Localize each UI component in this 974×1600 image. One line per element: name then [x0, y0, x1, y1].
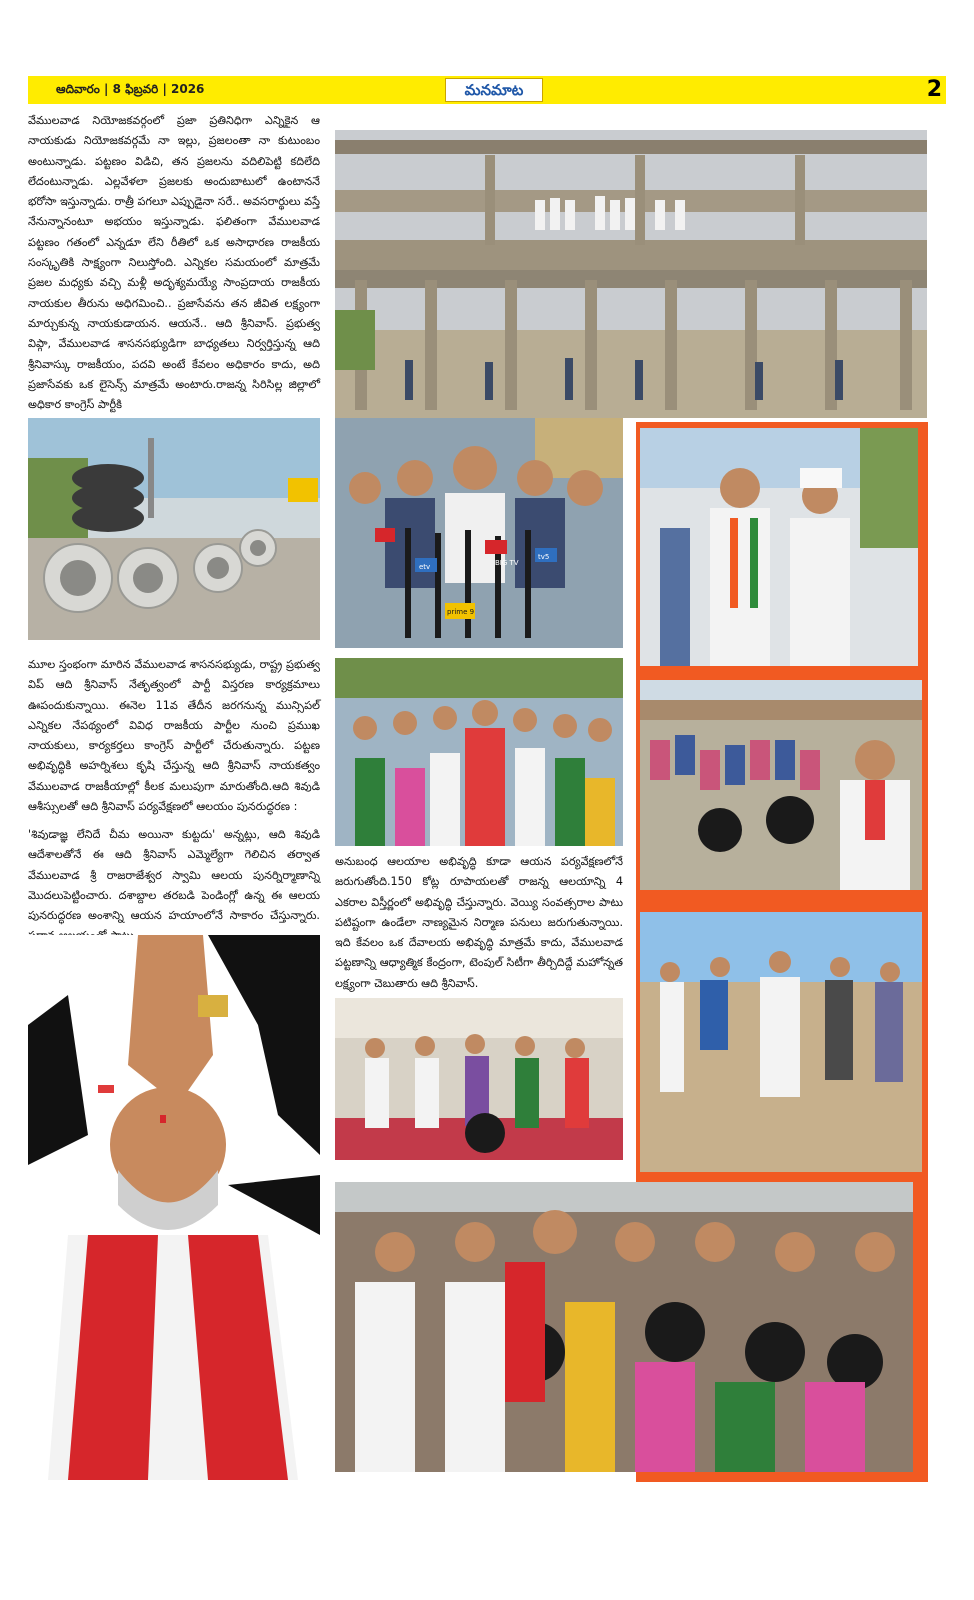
- photo-large-crowd: [335, 1182, 913, 1472]
- photo-media-press-meet: [335, 418, 623, 648]
- article-paragraph-4: అనుబంధ ఆలయాల అభివృద్ధి కూడా ఆయన పర్యవేక్షణలోనే జరుగుతోంది.150 కోట్ల రూపాయలతో రాజన్న ఆలయాన్ని 4 ఎకరాల విస్తీర్ణంలో అభివృద్ధి చేస్తున్నారు. వెయ్యి సంవత్సరాల పాటు పటిష్టంగా ఉండేలా నాణ్యమైన నిర్మాణ పనులు జరుగుతున్నాయి. ఇది కేవలం ఒక దేవాలయ అభివృద్ధి మాత్రమే కాదు, వేములవాడ పట్టణాన్ని ఆధ్యాత్మిక కేంద్రంగా, టెంపుల్ సిటీగా తీర్చిదిద్దే మహోన్నత లక్ష్యంగా చెబుతారు ఆది శ్రీనివాస్.: [335, 855, 623, 990]
- photo-concrete-pipes: [28, 418, 320, 640]
- article-paragraph-2: మూల స్తంభంగా మారిన వేములవాడ శాసనసభ్యుడు, రాష్ట్ర ప్రభుత్వ విప్ ఆది శ్రీనివాస్ నేతృత్వంలో పార్టీ విస్తరణ కార్యక్రమాలు ఊపందుకున్నాయి. ఈనెల 11వ తేదీన జరగనున్న మున్సిపల్ ఎన్నికల నేపథ్యంలో వివిధ రాజకీయ పార్టీల నుంచి ప్రముఖ నాయకులు, కార్యకర్తలు కాంగ్రెస్ పార్టీలో చేరుతున్నారు. పట్టణ అభివృద్ధికి అహర్నిశలు కృషి చేస్తున్న ఆది శ్రీనివాస్ నాయకత్వం వేములవాడ రాజకీయాల్లో కీలక మలుపుగా మారుతోంది.ఆది శివుడి ఆశీస్సులతో ఆది శ్రీనివాస్ పర్యవేక్షణలో ఆలయం పునరుద్ధరణ :: [28, 658, 320, 814]
- mic-brand-etv: etv: [419, 563, 431, 571]
- mic-brand-tv5: tv5: [538, 553, 550, 561]
- article-paragraph-3: 'శివుడాజ్ఞ లేనిదే చీమ అయినా కుట్టదు' అన్నట్లు, ఆది శివుడి ఆదేశాలతోనే ఈ ఆది శ్రీనివాస్ ఎమ్మెల్యేగా గెలిచిన తర్వాత వేములవాడ శ్రీ రాజరాజేశ్వర స్వామి ఆలయ పునర్నిర్మాణాన్ని మొదలుపెట్టించారు. దశాబ్దాల తరబడి పెండింగ్లో ఉన్న ఈ ఆలయ పునరుద్ధరణ అంశాన్ని ఆయన హయాంలోనే సాకారం చేస్తున్నారు.: [28, 828, 320, 923]
- photo-women-meeting: [335, 998, 623, 1160]
- page-header: [28, 76, 946, 104]
- photo-speaker-with-crowd: [640, 680, 922, 890]
- photo-construction-site: [335, 130, 927, 418]
- mic-brand-prime9: prime 9: [447, 608, 475, 616]
- issue-date: ఆదివారం | 8 ఫిబ్రవరి | 2026: [56, 82, 205, 96]
- photo-walking-tour: [640, 912, 922, 1172]
- mic-brand-big-tv: BIG TV: [495, 559, 519, 567]
- photo-elder-greeting: [640, 428, 918, 666]
- photo-leader-portrait: [28, 935, 320, 1480]
- masthead-logo: మనమాట: [445, 78, 543, 102]
- photo-crowd-gathering: [335, 658, 623, 846]
- page-number: 2: [926, 77, 942, 102]
- article-paragraph-1: వేములవాడ నియోజకవర్గంలో ప్రజా ప్రతినిధిగా ఎన్నికైన ఆ నాయకుడు నియోజకవర్గమే నా ఇల్లు, ప్రజలంతా నా కుటుంబం అంటున్నాడు. పట్టణం విడిచి, తన ప్రజలను వదిలిపెట్టి కదిలేది లేదంటున్నాడు. ఎల్లవేళలా ప్రజలకు అందుబాటులో ఉంటాననే భరోసా ఇస్తున్నాడు. రాత్రీ పగలూ ఎప్పుడైనా సరే.. అవసరార్థులు వస్తే నేనున్నానంటూ అభయం ఇస్తున్నాడు. ఫలితంగా వేములవాడ పట్టణం గతంలో ఎన్నడూ లేని రీతిలో ఒక అసాధారణ రాజకీయ సంస్కృతికి సాక్ష్యంగా నిలుస్తోంది. ఎన్నికల సమయంలో మాత్రమే ప్రజల మధ్యకు వచ్చి మళ్లీ అదృశ్యమయ్యే సాంప్రదాయ రాజకీయ నాయకుల తీరును అధిగమించి.. ప్రజాసేవను తన జీవిత లక్ష్యంగా మార్చుకున్న నాయకుడాయన. ఆయనే.. ఆది శ్రీనివాస్. ప్రభుత్వ విప్గా, వేములవాడ శాసనసభ్యుడిగా బాధ్యతలు నిర్వర్తిస్తున్న ఆది శ్రీనివాస్కు రాజకీయం, పదవి అంటే కేవలం అధికారం కాదు, అది ప్రజాసేవకు ఒక లైసెన్స్ మాత్రమే అంటారు.రాజన్న సిరిసిల్ల జిల్లాలో అధికార కాంగ్రెస్ పార్టీకి: [28, 114, 320, 412]
